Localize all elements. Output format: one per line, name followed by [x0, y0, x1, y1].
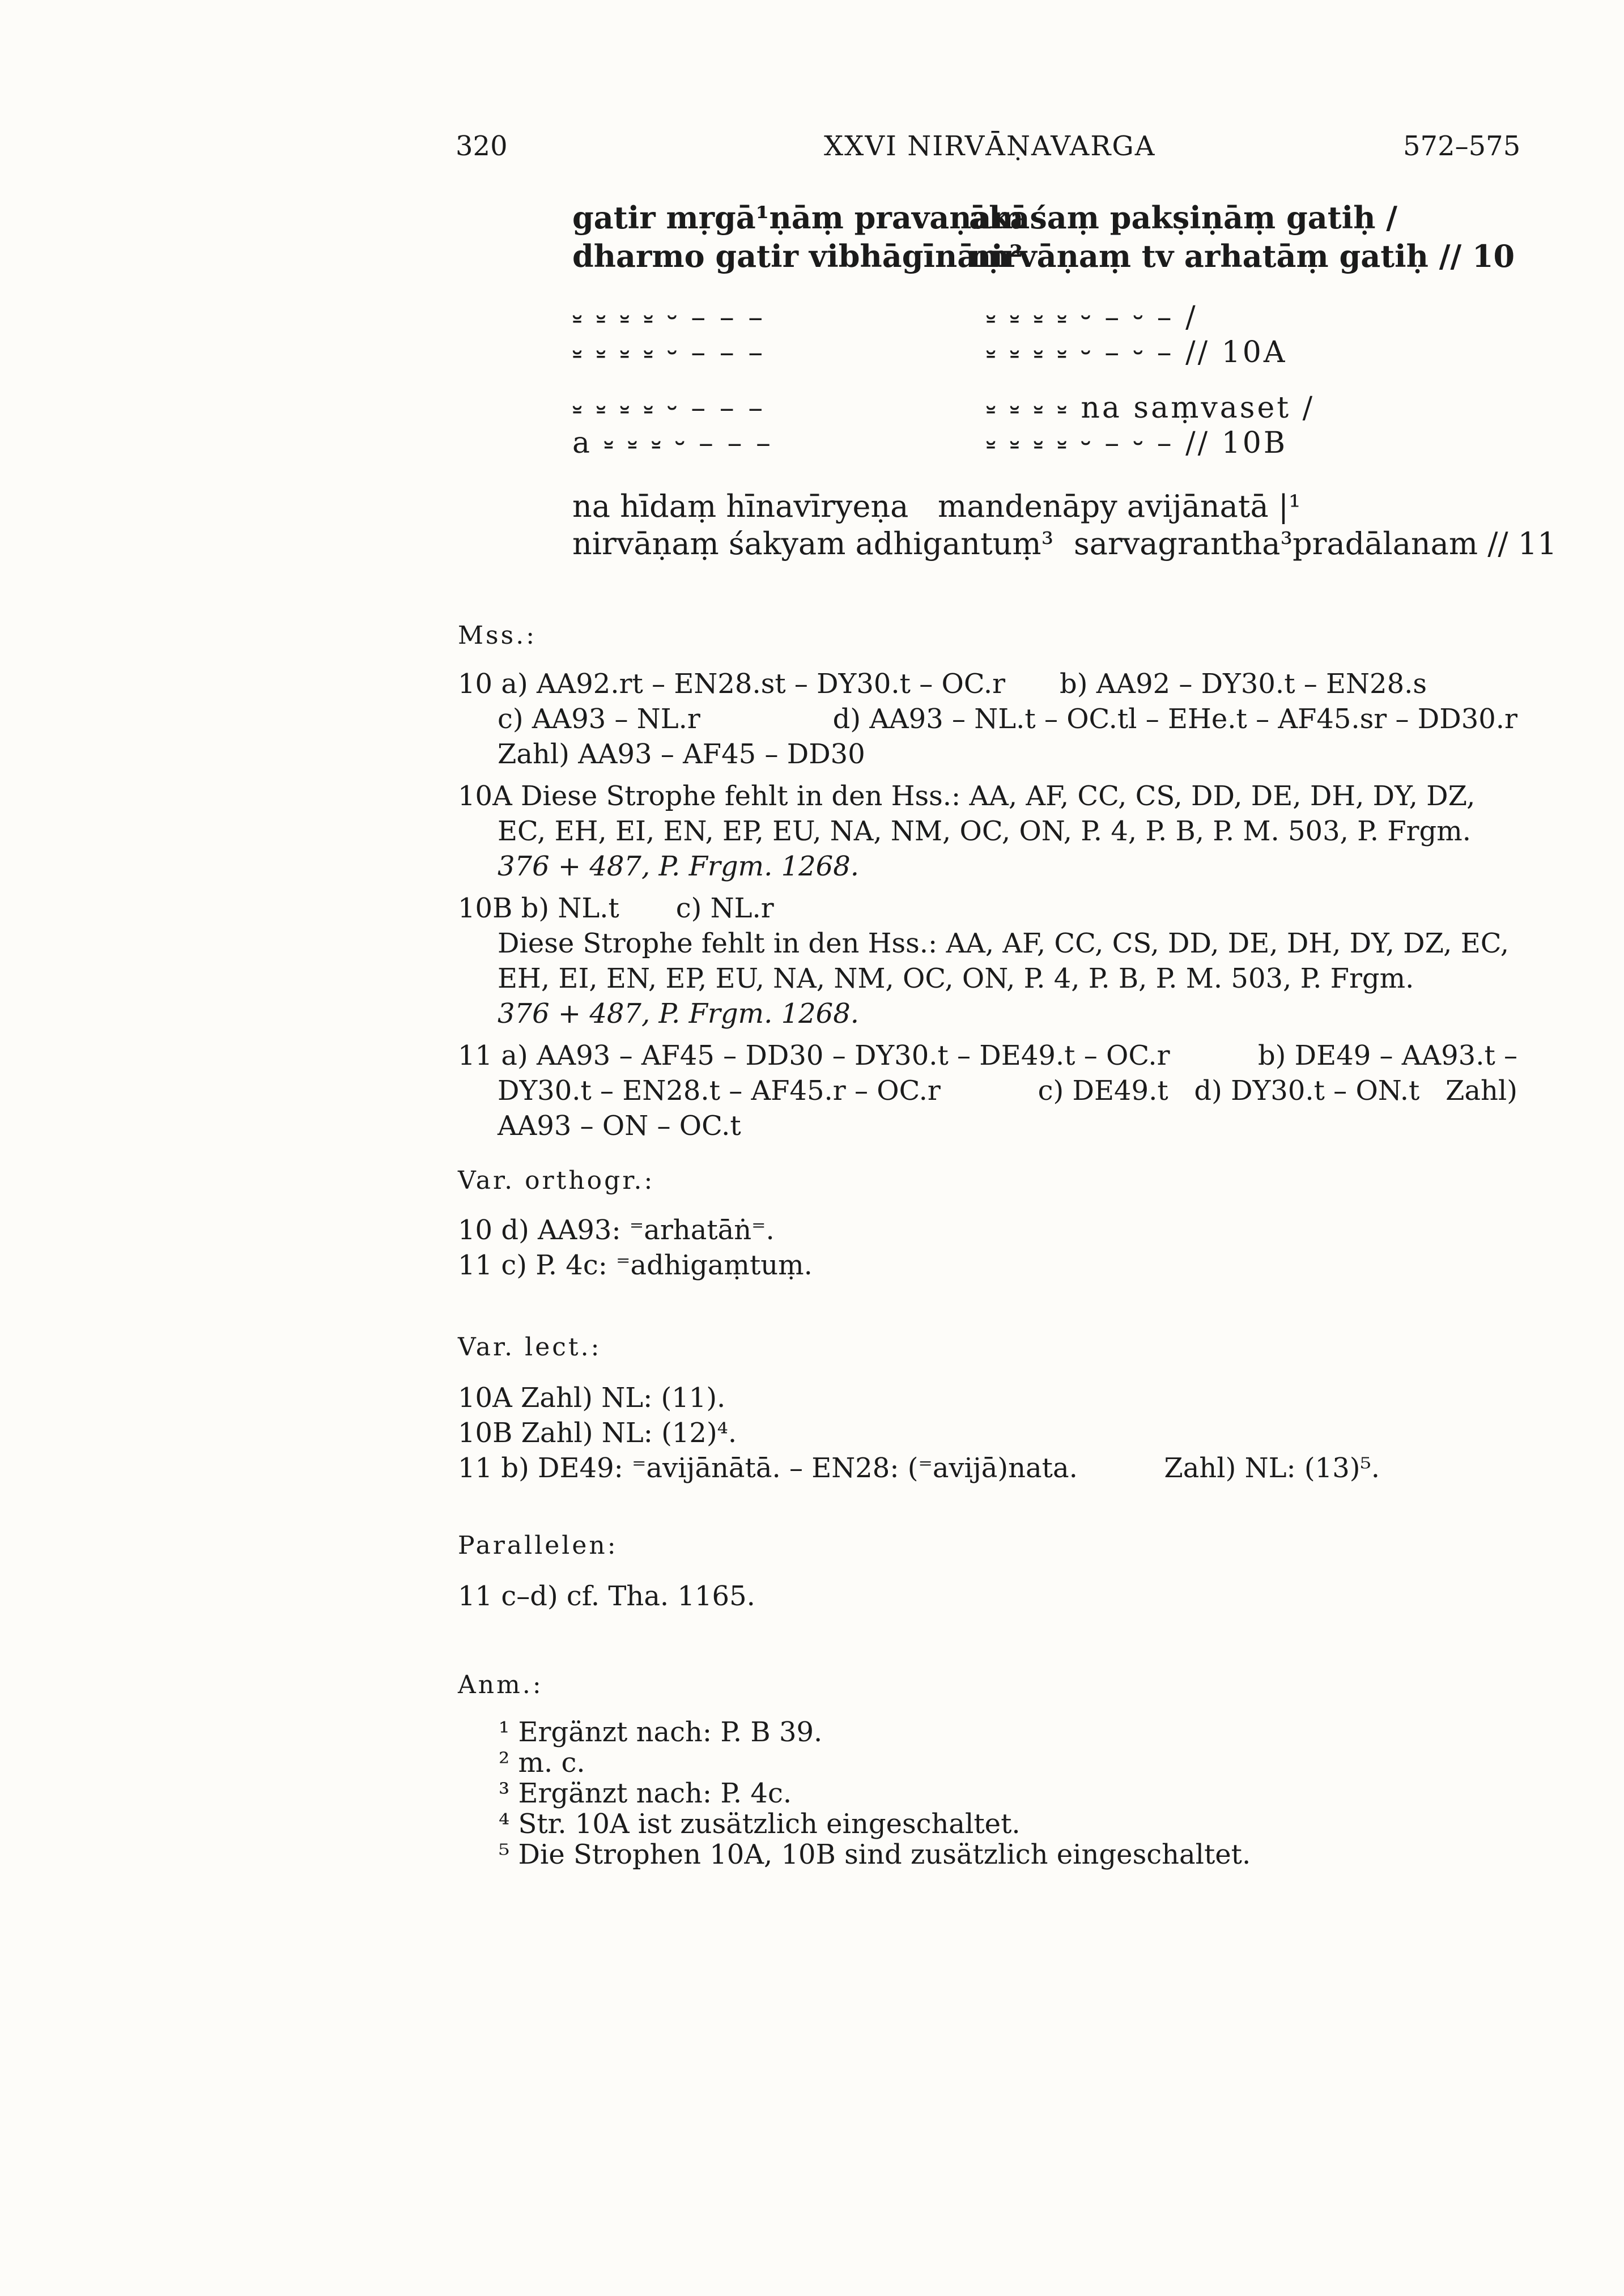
- metre-line-right: ⏓ ⏓ ⏓ ⏓ ⏑ – ⏑ – /: [986, 300, 1198, 334]
- verse-line-right: nirvāṇaṃ tv arhatāṃ gatiḥ // 10: [969, 238, 1515, 274]
- metre-line-left: ⏓ ⏓ ⏓ ⏓ ⏑ – – –: [572, 391, 766, 425]
- mss-line: EH, EI, EN, EP, EU, NA, NM, OC, ON, P. 4, P. B, P. M. 503, P. Frgm.: [498, 963, 1414, 994]
- mss-line: 376 + 487, P. Frgm. 1268.: [498, 998, 859, 1030]
- mss-line: c) AA93 – NL.r d) AA93 – NL.t – OC.tl – EHe.t – AF45.sr – DD30.r: [498, 703, 1517, 735]
- mss-line: DY30.t – EN28.t – AF45.r – OC.r c) DE49.t d) DY30.t – ON.t Zahl): [498, 1075, 1517, 1107]
- page-number: 320: [456, 130, 508, 162]
- footnote: ⁵ Die Strophen 10A, 10B sind zusätzlich eingeschaltet.: [499, 1839, 1251, 1870]
- footnote: ² m. c.: [499, 1747, 585, 1779]
- mss-line: 10B b) NL.t c) NL.r: [458, 892, 774, 924]
- lect-block: [458, 1380, 1380, 1486]
- footnote: ⁴ Str. 10A ist zusätzlich eingeschaltet.: [499, 1808, 1021, 1840]
- verse-line-left: na hīdaṃ hīnavīryeṇa: [572, 488, 909, 524]
- parallelen-block: [458, 1579, 755, 1614]
- mss-line: 10 a) AA92.rt – EN28.st – DY30.t – OC.r b) AA92 – DY30.t – EN28.s: [458, 668, 1427, 700]
- orthogr-block: [458, 1213, 813, 1283]
- mss-line: Diese Strophe fehlt in den Hss.: AA, AF, CC, CS, DD, DE, DH, DY, DZ, EC,: [498, 928, 1509, 959]
- mss-line: AA93 – ON – OC.t: [498, 1110, 741, 1142]
- metre-line-right: ⏓ ⏓ ⏓ ⏓ na saṃvaset /: [986, 391, 1315, 425]
- section-heading-mss: Mss.:: [458, 621, 537, 650]
- section-heading-parallelen: Parallelen:: [458, 1531, 618, 1560]
- verse-line-left: dharmo gatir vibhāgīnāṃ²: [572, 238, 1023, 274]
- metre-line-left: ⏓ ⏓ ⏓ ⏓ ⏑ – – –: [572, 335, 766, 369]
- verse-line-right: mandenāpy avijānatā |¹: [938, 488, 1301, 524]
- metre-line-left: ⏓ ⏓ ⏓ ⏓ ⏑ – – –: [572, 300, 766, 334]
- running-title: XXVI NIRVĀṆAVARGA: [824, 130, 1156, 162]
- footnote: ³ Ergänzt nach: P. 4c.: [499, 1778, 792, 1809]
- mss-line: 376 + 487, P. Frgm. 1268.: [498, 851, 859, 882]
- section-heading-anm: Anm.:: [458, 1670, 543, 1699]
- metre-line-right: ⏓ ⏓ ⏓ ⏓ ⏑ – ⏑ – // 10A: [986, 335, 1287, 369]
- mss-line: 11 a) AA93 – AF45 – DD30 – DY30.t – DE49.t – OC.r b) DE49 – AA93.t –: [458, 1040, 1517, 1072]
- mss-line: EC, EH, EI, EN, EP, EU, NA, NM, OC, ON, P. 4, P. B, P. M. 503, P. Frgm.: [498, 815, 1471, 847]
- verse-line-right: ākāśaṃ pakṣiṇāṃ gatiḥ /: [969, 199, 1397, 236]
- lect-line: 11 b) DE49: ⁼avijānātā. – EN28: (⁼avijā)nata. Zahl) NL: (13)⁵.: [458, 1452, 1380, 1484]
- metre-line-right: ⏓ ⏓ ⏓ ⏓ ⏑ – ⏑ – // 10B: [986, 426, 1288, 460]
- section-heading-lect: Var. lect.:: [458, 1333, 602, 1362]
- lect-line: 10A Zahl) NL: (11).: [458, 1382, 726, 1414]
- orthogr-line: 10 d) AA93: ⁼arhatāṅ⁼.: [458, 1214, 775, 1246]
- lect-line: 10B Zahl) NL: (12)⁴.: [458, 1417, 737, 1449]
- verse-line-right: sarvagrantha³pradālanam // 11: [1074, 526, 1557, 562]
- mss-line: 10A Diese Strophe fehlt in den Hss.: AA, AF, CC, CS, DD, DE, DH, DY, DZ,: [458, 780, 1476, 812]
- verse-line-left: gatir mṛgā¹ṇāṃ pravaṇam: [572, 199, 1024, 236]
- anm-block: [499, 1717, 1251, 1870]
- mss-block: [458, 666, 1517, 1143]
- orthogr-line: 11 c) P. 4c: ⁼adhigaṃtuṃ.: [458, 1249, 813, 1281]
- section-heading-orthogr: Var. orthogr.:: [458, 1166, 655, 1195]
- mss-line: Zahl) AA93 – AF45 – DD30: [498, 738, 865, 770]
- metre-line-left: a ⏓ ⏓ ⏓ ⏑ – – –: [572, 426, 773, 460]
- verse-range: 572–575: [1403, 130, 1521, 162]
- footnote: ¹ Ergänzt nach: P. B 39.: [499, 1716, 823, 1748]
- verse-line-left: nirvāṇaṃ śakyam adhigantuṃ³: [572, 526, 1054, 562]
- parallelen-line: 11 c–d) cf. Tha. 1165.: [458, 1580, 755, 1612]
